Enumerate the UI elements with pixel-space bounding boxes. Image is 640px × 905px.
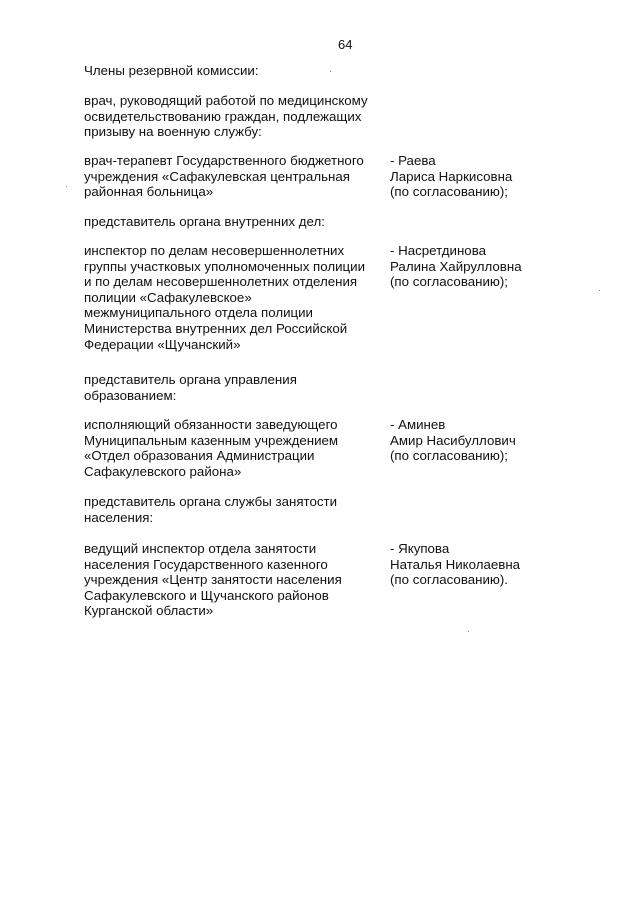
person-medical: - Раева Лариса Наркисовна (по согласованию); [390, 153, 513, 200]
page-number: 64 [338, 37, 353, 52]
scan-speck [66, 186, 67, 187]
scan-speck [599, 290, 600, 291]
position-education: исполняющий обязанности заведующего Муниципальным казенным учреждением «Отдел образования Администрации Сафакулевского района» [84, 417, 339, 479]
person-employment: - Якупова Наталья Николаевна (по согласованию). [390, 541, 521, 588]
scan-speck [468, 631, 469, 632]
section-header-education: представитель органа управления образованием: [84, 372, 297, 403]
section-header-medical: врач, руководящий работой по медицинскому освидетельствованию граждан, подлежащих призыву на военную службу: [84, 93, 368, 140]
section-header-internal-affairs: представитель органа внутренних дел: [84, 214, 325, 229]
section-header-employment: представитель органа службы занятости населения: [84, 494, 338, 525]
person-internal-affairs: - Насретдинова Ралина Хайрулловна (по согласованию); [390, 243, 522, 290]
person-education: - Аминев Амир Насибуллович (по согласованию); [390, 417, 516, 464]
commission-heading: Члены резервной комиссии: [84, 63, 259, 78]
position-employment: ведущий инспектор отдела занятости населения Государственного казенного учреждения «Центр занятости населения Сафакулевского и Щучанского районов Курганской области» [84, 541, 342, 619]
position-medical: врач-терапевт Государственного бюджетного учреждения «Сафакулевская центральная районная больница» [84, 153, 364, 200]
scan-speck [330, 71, 331, 72]
position-internal-affairs: инспектор по делам несовершеннолетних группы участковых уполномоченных полиции и по делам несовершеннолетних отделения полиции «Сафакулевское» межмуниципального отдела полиции Министерства внутренних дел Российской Федерации «Щучанский» [84, 243, 365, 352]
